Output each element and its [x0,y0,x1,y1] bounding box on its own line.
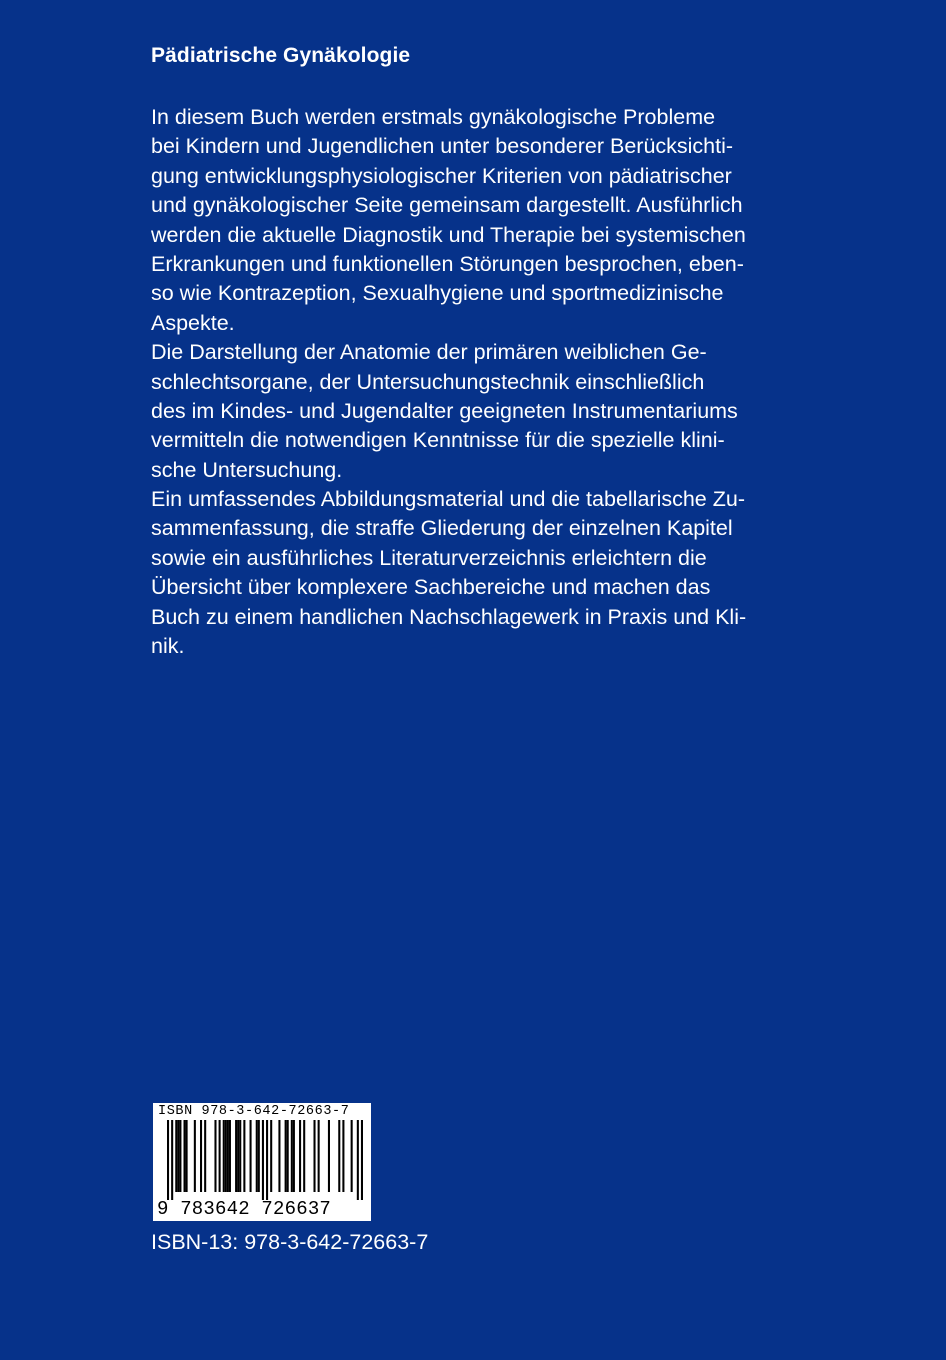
barcode-bar [229,1120,231,1192]
description-line: In diesem Buch werden erstmals gynäkologische Probleme [151,105,716,129]
barcode-bar [328,1120,330,1192]
barcode-bar [361,1120,363,1200]
barcode-bar [303,1120,305,1192]
barcode-isbn-label: ISBN 978-3-642-72663-7 [158,1104,350,1119]
description-line: vermitteln die notwendigen Kenntnisse für die spezielle klini- [151,428,725,453]
barcode-bar [186,1120,188,1192]
barcode-bar [299,1120,301,1192]
description-line: Buch zu einem handlichen Nachschlagewerk in Praxis und Kli- [151,604,747,629]
description-line: Übersicht über komplexere Sachbereiche und machen das [151,575,711,600]
barcode-bar [250,1120,252,1192]
barcode-bar [270,1120,272,1192]
barcode-bar [258,1120,260,1192]
barcode-digits: 9 783642 726637 [157,1198,332,1220]
barcode-bar [219,1120,221,1192]
barcode-bar [171,1120,173,1200]
barcode-bar [256,1120,258,1192]
description-line: nik. [151,634,185,659]
description-line: sche Untersuchung. [151,457,343,482]
barcode-bar [167,1120,169,1200]
description-line: schlechtsorgane, der Untersuchungstechnik einschließlich [151,369,705,394]
barcode-box [153,1103,371,1221]
barcode-bar [338,1120,340,1192]
barcode-bar [204,1120,206,1192]
description-line: sowie ein ausführliches Literaturverzeichnis erleichtern die [151,545,707,570]
description-line: und gynäkologischer Seite gemeinsam dargestellt. Ausführlich [151,193,743,218]
cover-title: Pädiatrische Gynäkologie [151,44,411,67]
barcode-bar [278,1120,280,1192]
barcode-bar [200,1120,202,1192]
description-line: Aspekte. [151,310,235,335]
barcode-bars [167,1120,363,1200]
barcode-bar [184,1120,186,1192]
barcode-bar [318,1120,320,1192]
barcode-bar [262,1120,264,1200]
description-line: Erkrankungen und funktionellen Störungen besprochen, eben- [151,251,744,276]
barcode-bar [285,1120,287,1192]
barcode-bar [351,1120,353,1192]
barcode-bar [266,1120,268,1200]
barcode-bar [243,1120,245,1192]
barcode-bar [342,1120,344,1192]
description-line: sammenfassung, die straffe Gliederung der einzelnen Kapitel [151,516,733,541]
barcode-bar [287,1120,289,1192]
barcode-bar [223,1120,225,1192]
barcode-bar [357,1120,359,1200]
barcode-bar [313,1120,315,1192]
barcode-bar [235,1120,237,1192]
description-line: werden die aktuelle Diagnostik und Therapie bei systemischen [151,222,746,247]
barcode-bar [214,1120,216,1192]
isbn-13: ISBN-13: 978-3-642-72663-7 [151,1230,429,1254]
cover-description [151,103,851,661]
description-line: gung entwicklungsphysiologischer Kriterien von pädiatrischer [151,163,732,188]
barcode-bar [225,1120,227,1192]
description-line: so wie Kontrazeption, Sexualhygiene und sportmedizinische [151,281,724,306]
description-line: Ein umfassendes Abbildungsmaterial und die tabellarische Zu- [151,487,745,512]
description-line: Die Darstellung der Anatomie der primären weiblichen Ge- [151,340,707,365]
description-line: des im Kindes- und Jugendalter geeigneten Instrumentariums [151,398,738,423]
barcode-bar [293,1120,295,1192]
barcode-bar [175,1120,177,1192]
barcode-bar [179,1120,181,1192]
barcode-bar [177,1120,179,1192]
barcode-bar [237,1120,239,1192]
description-line: bei Kindern und Jugendlichen unter besonderer Berücksichti- [151,134,734,159]
barcode-bar [239,1120,241,1192]
barcode-bar [227,1120,229,1192]
barcode-bar [194,1120,196,1192]
barcode-bar [291,1120,293,1192]
